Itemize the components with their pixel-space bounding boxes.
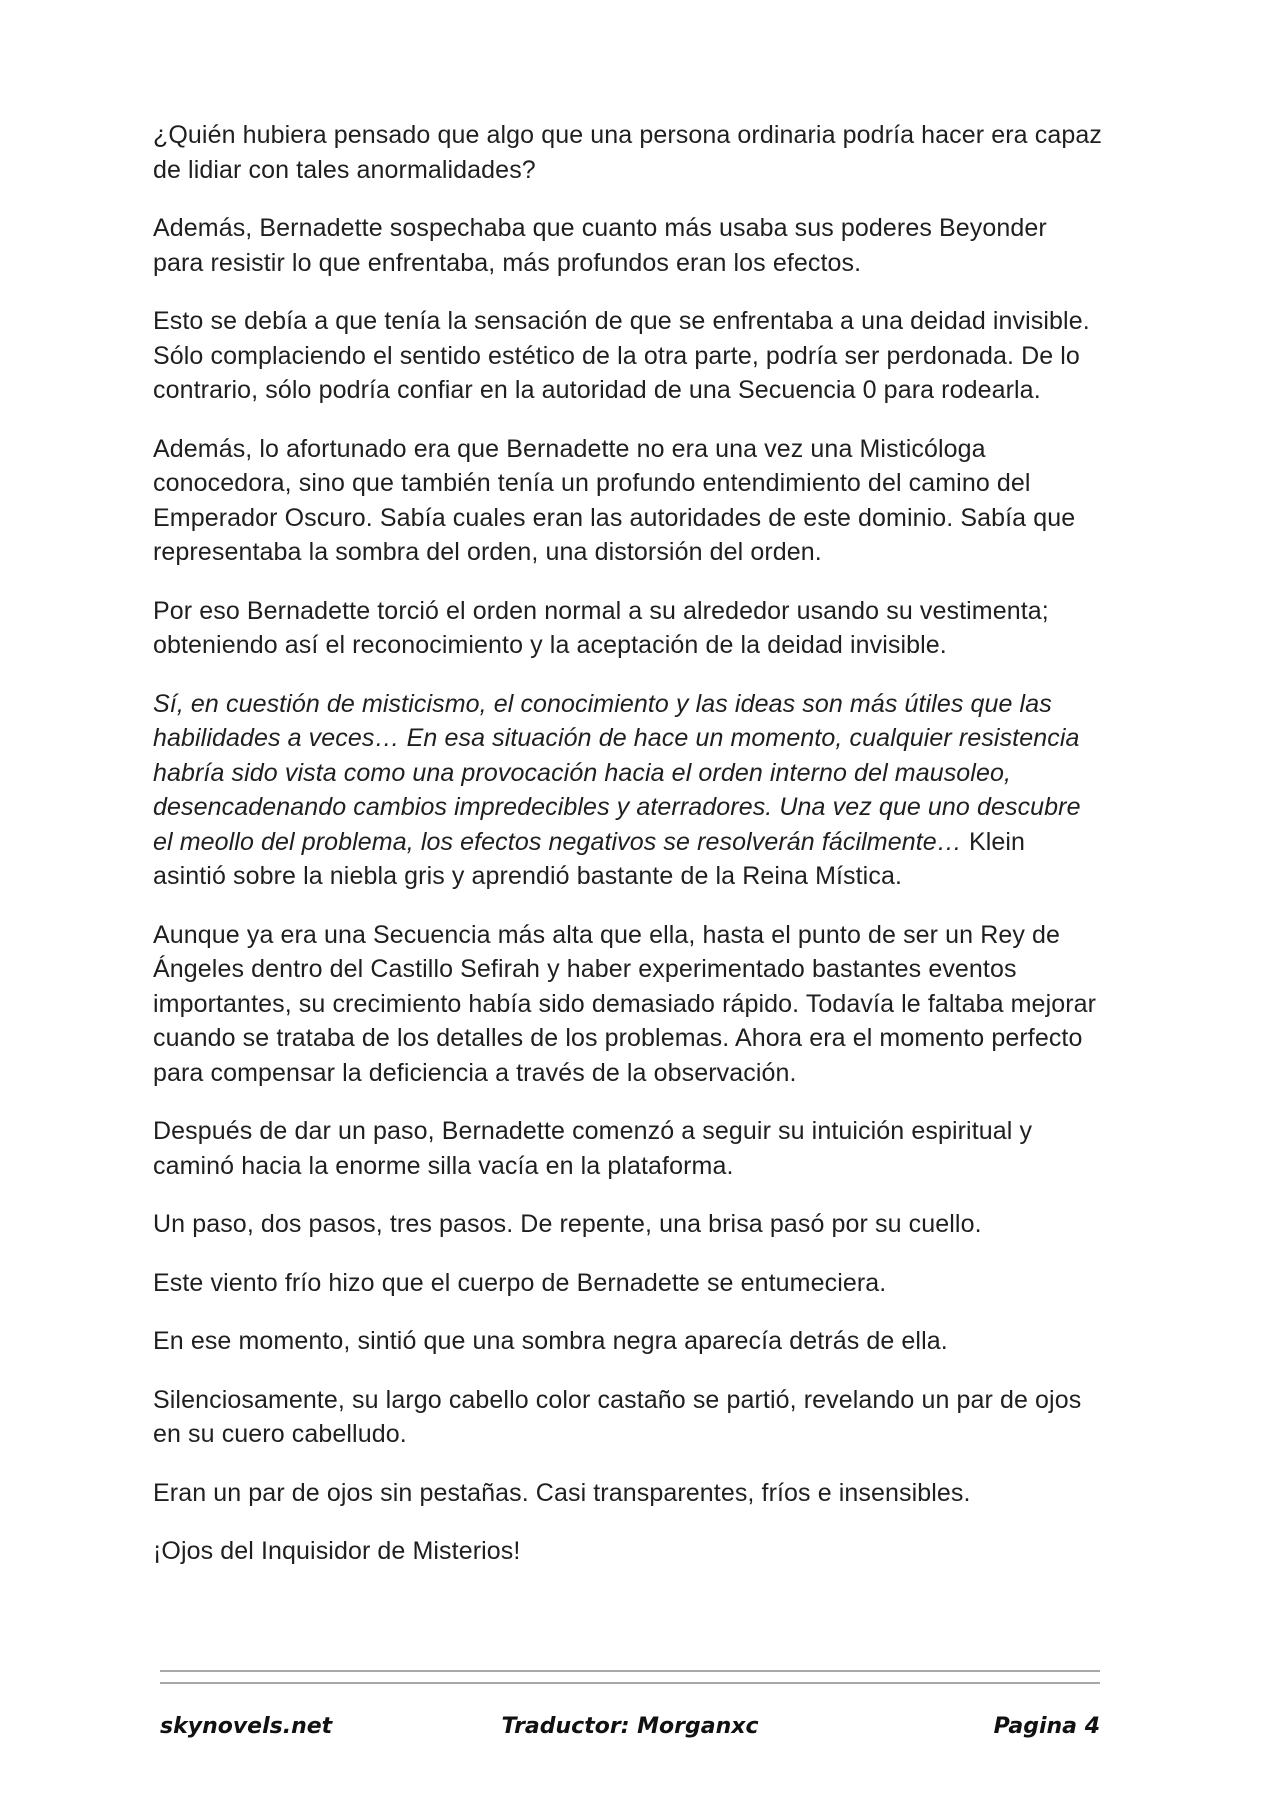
paragraph [153,1324,1103,1359]
paragraph [153,918,1103,1091]
document-body [153,118,1103,1593]
paragraph [153,211,1103,280]
footer-site: skynovels.net [160,1714,333,1739]
paragraph [153,1383,1103,1452]
paragraph [153,1266,1103,1301]
footer-divider-bottom [160,1682,1100,1684]
text-run: Esto se debía a que tenía la sensación de que se enfrentaba a una deidad invisible. Sólo complaciendo el sentido estético de la otra parte, podría ser perdonada. De lo contrario, sólo podría confiar en la autoridad de una Secuencia 0 para rodearla. [153,307,1090,404]
text-run: Por eso Bernadette torció el orden normal a su alrededor usando su vestimenta; obteniendo así el reconocimiento y la aceptación de la deidad invisible. [153,596,1049,659]
footer-divider-top [160,1670,1100,1672]
footer-page-number: Pagina 4 [993,1714,1100,1739]
text-run: Un paso, dos pasos, tres pasos. De repente, una brisa pasó por su cuello. [153,1210,982,1238]
paragraph [153,1476,1103,1511]
text-run: Este viento frío hizo que el cuerpo de Bernadette se entumeciera. [153,1268,887,1297]
text-run: Después de dar un paso, Bernadette comenzó a seguir su intuición espiritual y caminó hacia la enorme silla vacía en la plataforma. [153,1117,1033,1180]
text-run: Además, lo afortunado era que Bernadette no era una vez una Misticóloga conocedora, sino que también tenía un profundo entendimiento del camino del Emperador Oscuro. Sabía cuales eran las autoridades de este dominio. Sabía que representaba la sombra del orden, una distorsión del orden. [153,434,1076,566]
footer-translator: Traductor: Morganxc [501,1714,759,1739]
italic-text: Sí, en cuestión de misticismo, el conocimiento y las ideas son más útiles que las habilidades a veces… En esa situación de hace un momento, cualquier resistencia habría sido vista como una provocación hacia el orden interno del mausoleo, desencadenando cambios impredecibles y aterradores. Una vez que uno descubre el meollo del problema, los efectos negativos se resolverán fácilmente… [153,689,1081,856]
paragraph [153,1534,1103,1569]
paragraph [153,1114,1103,1183]
paragraph [153,1207,1103,1242]
paragraph [153,432,1103,570]
paragraph [153,118,1103,187]
text-run: Aunque ya era una Secuencia más alta que ella, hasta el punto de ser un Rey de Ángeles dentro del Castillo Sefirah y haber experimentado bastantes eventos importantes, su crecimiento había sido demasiado rápido. Todavía le faltaba mejorar cuando se trataba de los detalles de los problemas. Ahora era el momento perfecto para compensar la deficiencia a través de la observación. [153,920,1097,1087]
text-run: ¡Ojos del Inquisidor de Misterios! [153,1537,521,1565]
paragraph [153,594,1103,663]
text-run: ¿Quién hubiera pensado que algo que una persona ordinaria podría hacer era capaz de lidiar con tales anormalidades? [153,121,1102,184]
text-run: Silenciosamente, su largo cabello color castaño se partió, revelando un par de ojos en su cuero cabelludo. [153,1385,1082,1448]
paragraph [153,687,1103,894]
text-run: Klein asintió sobre la niebla gris y aprendió bastante de la Reina Mística. [153,827,1026,890]
text-run: Eran un par de ojos sin pestañas. Casi transparentes, fríos e insensibles. [153,1478,971,1507]
paragraph [153,304,1103,408]
page-footer [160,1714,1100,1748]
text-run: En ese momento, sintió que una sombra negra aparecía detrás de ella. [153,1327,948,1355]
text-run: Además, Bernadette sospechaba que cuanto más usaba sus poderes Beyonder para resistir lo que enfrentaba, más profundos eran los efectos. [153,214,1047,277]
